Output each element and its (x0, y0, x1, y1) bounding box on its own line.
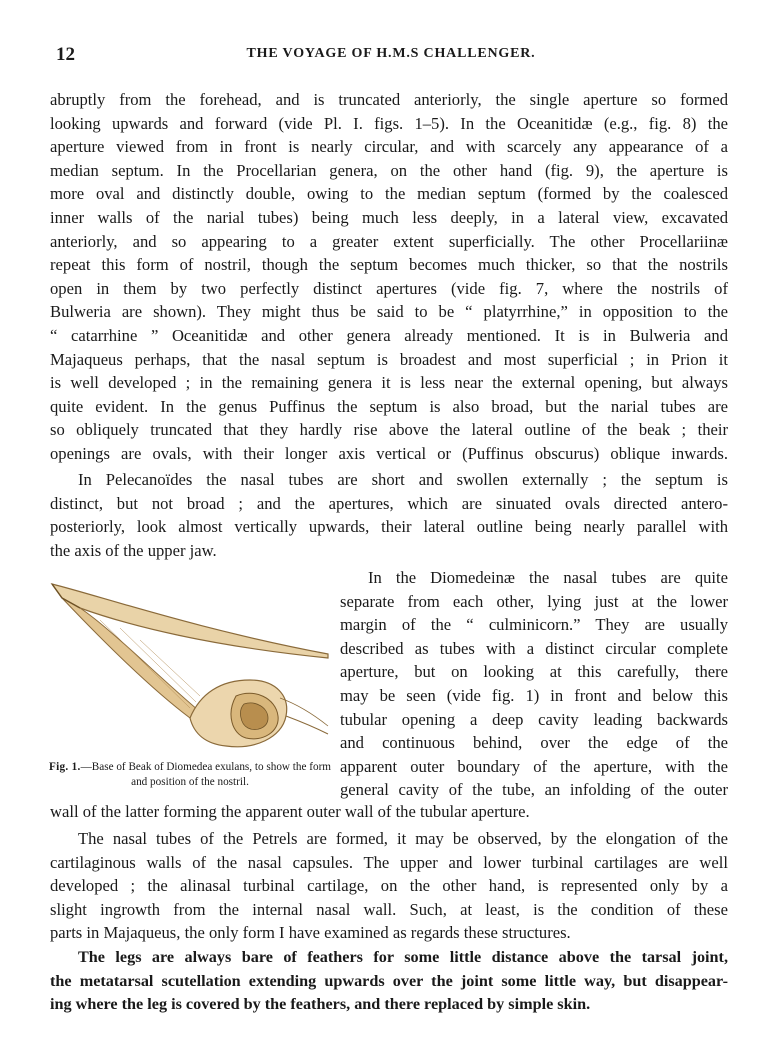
paragraph-nasal-capsules (50, 827, 728, 945)
text-line: “ catarrhine ” Oceanitidæ and other genera already mentioned. It is in Bulweria and (50, 325, 728, 345)
paragraph-diomedeinae (340, 566, 728, 802)
page-number: 12 (56, 44, 75, 65)
text-line: separate from each other, lying just at the lower (340, 591, 728, 611)
text-line: open in them by two perfectly distinct apertures (vide fig. 7, where the nostrils of (50, 278, 728, 298)
text-line: quite evident. In the genus Puffinus the septum is also broad, but the narial tubes are (50, 396, 728, 416)
text-line: ing where the leg is covered by the feathers, and there replaced by simple skin. (50, 995, 591, 1014)
paragraph-legs (50, 946, 728, 1017)
text-line: inner walls of the narial tubes) being much less deeply, in a lateral view, excavated (50, 207, 728, 227)
text-line: looking upwards and forward (vide Pl. I. figs. 1–5). In the Oceanitidæ (e.g., fig. 8) the (50, 113, 728, 133)
text-line: described as tubes with a distinct circular complete (340, 638, 728, 658)
text-line: repeat this form of nostril, though the septum becomes much thicker, so that the nostrils (50, 255, 728, 275)
text-line: The legs are always bare of feathers for some little distance above the tarsal joint, (78, 948, 728, 966)
paragraph-nostril-forms (50, 88, 728, 466)
text-line: may be seen (vide fig. 1) in front and below this (340, 685, 728, 705)
text-line: margin of the “ culminicorn.” They are usually (340, 615, 728, 635)
text-line: openings are ovals, with their longer axis vertical or (Puffinus obscurus) oblique inwards. (50, 443, 728, 463)
figure-label: Fig. 1. (48, 761, 81, 773)
text-line: median septum. In the Procellarian genera, on the other hand (fig. 9), the aperture is (50, 160, 728, 180)
text-line: and continuous behind, over the edge of the (340, 733, 728, 753)
text-line: In Pelecanoïdes the nasal tubes are short and swollen externally ; the septum is (78, 470, 728, 489)
text-line: distinct, but not broad ; and the apertures, which are sinuated ovals directed antero- (50, 493, 728, 513)
figure-caption-text: —Base of Beak of Diomedea exulans, to show the form and position of the nostril. (80, 761, 332, 788)
text-line: general cavity of the tube, an infolding of the outer (340, 780, 728, 800)
text-line: the axis of the upper jaw. (50, 540, 217, 560)
text-line: wall of the latter forming the apparent outer wall of the tubular aperture. (50, 802, 530, 821)
text-line: Bulweria are shown). They might thus be said to be “ platyrrhine,” in opposition to the (50, 302, 728, 322)
text-line: tubular opening a deep cavity leading backwards (340, 709, 728, 729)
text-line: abruptly from the forehead, and is truncated anteriorly, the single aperture so formed (50, 90, 728, 109)
text-line: so obliquely truncated that they hardly rise above the lateral outline of the beak ; their (50, 420, 728, 440)
text-line: anteriorly, and so appearing to a greater extent superficially. The other Procellariinæ (50, 231, 728, 251)
text-line: slight ingrowth from the internal nasal wall. Such, at least, is the condition of these (50, 899, 728, 919)
text-line: Majaqueus perhaps, that the nasal septum is broadest and most superficial ; in Prion it (50, 349, 728, 369)
page-header (56, 44, 726, 68)
figure-caption (44, 760, 336, 790)
text-line: parts in Majaqueus, the only form I have examined as regards these structures. (50, 923, 571, 943)
text-line: cartilaginous walls of the nasal capsules. The upper and lower turbinal cartilages are well (50, 852, 728, 872)
beak-illustration (40, 568, 338, 758)
text-line: posteriorly, look almost vertically upwards, their lateral outline being nearly parallel with (50, 517, 728, 537)
text-line: aperture, but on looking at this carefully, there (340, 662, 728, 682)
paragraph-diomedeinae-continued (50, 800, 728, 824)
text-line: more oval and distinctly double, owing to the median septum (formed by the coalesced (50, 184, 728, 204)
figure-1 (40, 568, 338, 796)
text-line: In the Diomedeinæ the nasal tubes are quite (368, 568, 728, 587)
text-line: aperture viewed from in front is nearly circular, and with scarcely any appearance of a (50, 137, 728, 157)
text-line: developed ; the alinasal turbinal cartilage, on the other hand, is represented only by a (50, 876, 728, 896)
text-line: is well developed ; in the remaining genera it is less near the external opening, but always (50, 373, 728, 393)
text-line: apparent outer boundary of the aperture, with the (340, 756, 728, 776)
text-line: the metatarsal scutellation extending upwards over the joint some little way, but disappear- (50, 971, 728, 990)
text-line: The nasal tubes of the Petrels are formed, it may be observed, by the elongation of the (78, 829, 728, 848)
running-title: THE VOYAGE OF H.M.S CHALLENGER. (246, 46, 536, 61)
paragraph-pelecanoides (50, 468, 728, 562)
